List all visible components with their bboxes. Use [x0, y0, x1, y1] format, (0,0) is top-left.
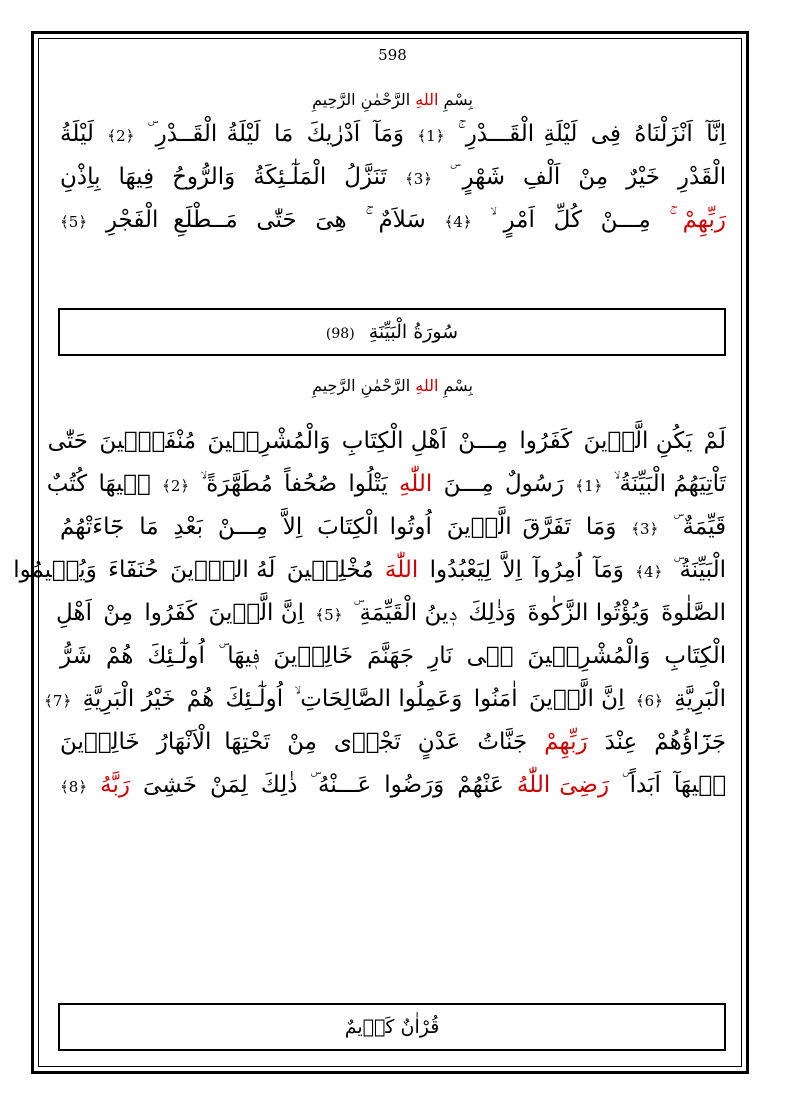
verse-word: اُولٰٓـئِكَ: [225, 686, 284, 712]
verse-word: وَمَا: [585, 514, 617, 540]
verse-word: مِـــنْ: [217, 514, 268, 540]
surah-title-box: [58, 308, 726, 356]
verse-word: عَدْنٍ: [417, 729, 461, 755]
verse-word: يَتْلُوا: [348, 471, 388, 497]
verse-word: الصَّلٰوةَ: [661, 600, 726, 626]
verse-word: حَتّٰى: [256, 207, 297, 233]
basmala-bayyina: [0, 376, 785, 395]
verse-word: لَيْلَةُ الْقَــدْرِ ۜ: [147, 121, 261, 147]
verse-word: عَـــنْهُ ۜ: [310, 772, 372, 798]
basmala-prefix: بِسْمِ: [438, 376, 473, 395]
ayah-number: ﴿7﴾: [44, 692, 72, 710]
footer-box: [58, 1003, 726, 1051]
verse-word: فٖيهَا: [98, 471, 151, 497]
basmala-suffix: الرَّحْمٰنِ الرَّحِيمِ: [312, 90, 416, 109]
verse-line: [58, 635, 728, 678]
verse-word: وَالرُّوحُ: [172, 164, 236, 190]
verse-word: هِىَ: [315, 207, 347, 233]
verse-word: بَعْدِ: [173, 514, 203, 540]
verse-word: رَبِّهِمْ ۚ: [669, 207, 726, 233]
verse-word: مُنْفَكّٖينَ: [99, 428, 197, 454]
verse-word: خَشِىَ: [143, 772, 197, 798]
verse-word: فِيهَا: [118, 164, 155, 190]
verse-word: اٰمَنُوا: [473, 686, 518, 712]
verse-word: خَيْرُ الْبَرِيَّةِ: [82, 686, 176, 712]
verse-word: فِى: [590, 121, 621, 147]
verse-word: تَفَرَّقَ الَّذٖينَ: [446, 514, 572, 540]
verse-word: تَاْتِيَهُمُ الْبَيِّنَةُ ۙ: [613, 471, 726, 497]
verse-word: اَمْرٍ ۙ: [490, 207, 535, 233]
ayah-number: ﴿2﴾: [162, 477, 190, 495]
verse-word: فٖى: [466, 643, 514, 669]
verse-word: حَتّٰى: [47, 428, 89, 454]
verse-word: اَبَداً ۜ: [622, 772, 661, 798]
verse-word: الْبَرِيَّةِ: [674, 686, 726, 712]
verse-word: خَالِدٖينَ: [273, 643, 354, 669]
verse-word: وَالْمُشْرِكٖينَ: [527, 643, 651, 669]
verse-word: مَا: [273, 121, 294, 147]
verse-word: اُوتُوا الْكِتَابَ: [317, 514, 432, 540]
verse-word: وَمَآ: [593, 557, 624, 583]
verse-word: تَنَزَّلُ: [344, 164, 387, 190]
verse-word: مَا: [139, 514, 159, 540]
verse-word: دٖينُ الْقَيِّمَةِ ۜ: [353, 600, 458, 626]
verse-word: مِـــنْ: [600, 207, 651, 233]
verse-word: يَكُنِ الَّذٖينَ: [583, 428, 693, 454]
basmala-allah: اللهِ: [415, 90, 439, 109]
verse-word: جَٓاءَتْهُمُ: [60, 514, 125, 540]
verse-word: وَذٰلِكَ: [468, 600, 517, 626]
verse-word: اِنَّ الَّذٖينَ: [528, 686, 625, 712]
verse-line: [58, 721, 728, 764]
surah-title: سُورَةُ الْبَيِّنَةِ: [368, 321, 459, 343]
verse-word: تَجْرٖى: [333, 729, 401, 755]
verse-word: كُلِّ: [553, 207, 582, 233]
ayah-number: ﴿3﴾: [404, 170, 433, 188]
verse-word: اِلاَّ: [502, 557, 522, 583]
ayah-number: ﴿1﴾: [417, 127, 445, 145]
verse-word: جَهَنَّمَ: [367, 643, 415, 669]
verse-word: كَفَرُوا: [519, 428, 573, 454]
verse-word: تَحْتِهَا الْاَنْهَارُ: [156, 729, 271, 755]
verse-word: وَالْمُشْرِكٖينَ: [207, 428, 331, 454]
verse-line: [58, 156, 728, 199]
verse-word: عَنْهُمْ: [457, 772, 504, 798]
verse-word: لَيْلَةِ الْقَـــدْرِ ۚ: [457, 121, 578, 147]
verse-word: اَنْزَلْنَاهُ: [634, 121, 693, 147]
verse-word: الْقَدْرِ: [677, 164, 727, 190]
ayah-number: ﴿5﴾: [60, 213, 88, 231]
verse-line: [58, 199, 728, 242]
verse-line: [47, 420, 728, 463]
surah-number: (98): [325, 326, 355, 342]
verse-word: اللّٰهَ: [384, 557, 419, 583]
verse-word: اَلْفِ: [523, 164, 561, 190]
verse-word: كُتُبٌ: [46, 471, 88, 497]
ayah-number: ﴿6﴾: [635, 692, 663, 710]
verse-word: مِـــنَ: [443, 471, 494, 497]
verse-word: مِنْ: [578, 164, 609, 190]
verse-word: رَبَّهُ: [100, 772, 131, 798]
verse-word: لِيَعْبُدُوا: [429, 557, 492, 583]
surah-bayyina-verses: [13, 420, 728, 807]
verse-word: مُخْلِصٖينَ: [286, 557, 374, 583]
verse-word: لَيْلَةُ: [60, 121, 94, 147]
verse-word: رَسُولٌ: [504, 471, 564, 497]
verse-word: مَــطْلَعِ الْفَجْرِ: [105, 207, 238, 233]
verse-word: ذٰلِكَ: [260, 772, 298, 798]
verse-word: شَرُّ: [60, 643, 92, 669]
verse-word: عِنْدَ: [604, 729, 638, 755]
verse-word: خَالِدٖينَ: [60, 729, 140, 755]
verse-line: [58, 592, 728, 635]
verse-word: مِنْ: [287, 729, 317, 755]
verse-word: لَهُ الدّٖينَ: [170, 557, 276, 583]
ayah-number: ﴿8﴾: [60, 778, 88, 796]
ayah-number: ﴿5﴾: [315, 606, 343, 624]
verse-word: اُمِرُوآ: [533, 557, 583, 583]
verse-line: [58, 113, 728, 156]
verse-word: نَارِ: [428, 643, 453, 669]
ayah-number: ﴿1﴾: [575, 477, 603, 495]
verse-word: قَيِّمَةٌ ۜ: [673, 514, 727, 540]
verse-word: اَهْلِ: [56, 600, 92, 626]
verse-word: وَعَمِلُوا الصَّالِحَاتِ ۙ: [294, 686, 463, 712]
verse-word: جَزَٓاؤُهُمْ: [654, 729, 727, 755]
verse-word: اُولٰٓـئِكَ: [147, 643, 205, 669]
verse-word: الْمَلٰٓـئِكَةُ: [253, 164, 327, 190]
verse-word: هُمْ: [186, 686, 215, 712]
verse-word: حُنَفَٓاءَ: [108, 557, 159, 583]
verse-word: لَمْ: [703, 428, 726, 454]
verse-word: مِنْ: [103, 600, 134, 626]
verse-word: فٖيهَا ۜ: [218, 643, 260, 669]
footer-text: قُرْاٰنٌ كَرٖيمٌ: [344, 1016, 440, 1038]
verse-word: اِلاَّ: [282, 514, 303, 540]
verse-line: [13, 549, 728, 592]
verse-word: الْبَيِّنَةُ ۜ: [673, 557, 726, 583]
ayah-number: ﴿3﴾: [631, 520, 659, 538]
verse-word: رَبِّهِمْ: [544, 729, 588, 755]
verse-word: وَرَضُوا: [384, 772, 445, 798]
verse-word: صُحُفاً: [284, 471, 338, 497]
verse-word: شَهْرٍ ۜ: [450, 164, 506, 190]
verse-word: هُمْ: [105, 643, 134, 669]
verse-word: اَهْلِ الْكِتَابِ: [341, 428, 447, 454]
verse-word: وَمَآ: [373, 121, 404, 147]
verse-line: [46, 463, 728, 506]
verse-word: اللّٰهِ: [398, 471, 433, 497]
ayah-number: ﴿4﴾: [444, 213, 472, 231]
verse-word: اِنَّ الَّذٖينَ: [208, 600, 305, 626]
ayah-number: ﴿2﴾: [107, 127, 135, 145]
ayah-number: ﴿4﴾: [635, 563, 663, 581]
basmala-prefix: بِسْمِ: [438, 90, 473, 109]
verse-word: مِـــنْ: [458, 428, 509, 454]
verse-word: وَيُقٖيمُوا: [13, 557, 97, 583]
page-number: 598: [378, 46, 407, 64]
verse-word: فٖيهَآ: [673, 772, 727, 798]
verse-word: الْكِتَابِ: [664, 643, 727, 669]
basmala-suffix: الرَّحْمٰنِ الرَّحِيمِ: [312, 376, 416, 395]
verse-word: كَفَرُوا: [144, 600, 198, 626]
verse-word: لِمَنْ: [209, 772, 248, 798]
basmala-qadr: [0, 90, 785, 109]
verse-line: [44, 678, 728, 721]
verse-word: اَدْرٰيكَ: [306, 121, 361, 147]
verse-word: بِاِذْنِ: [60, 164, 101, 190]
surah-qadr-verses: [58, 113, 728, 242]
verse-word: اِنَّآ: [706, 121, 727, 147]
basmala-allah: اللهِ: [415, 376, 439, 395]
verse-line: [58, 764, 728, 807]
verse-word: جَنَّاتُ: [477, 729, 528, 755]
verse-word: خَيْرٌ: [626, 164, 660, 190]
verse-word: سَلاَمٌ ۚ: [365, 207, 426, 233]
verse-line: [58, 506, 728, 549]
verse-word: رَضِىَ اللّٰهُ: [516, 772, 610, 798]
verse-word: وَيُؤْتُوا الزَّكٰوةَ: [527, 600, 650, 626]
verse-word: مُطَهَّرَةً ۙ: [200, 471, 273, 497]
